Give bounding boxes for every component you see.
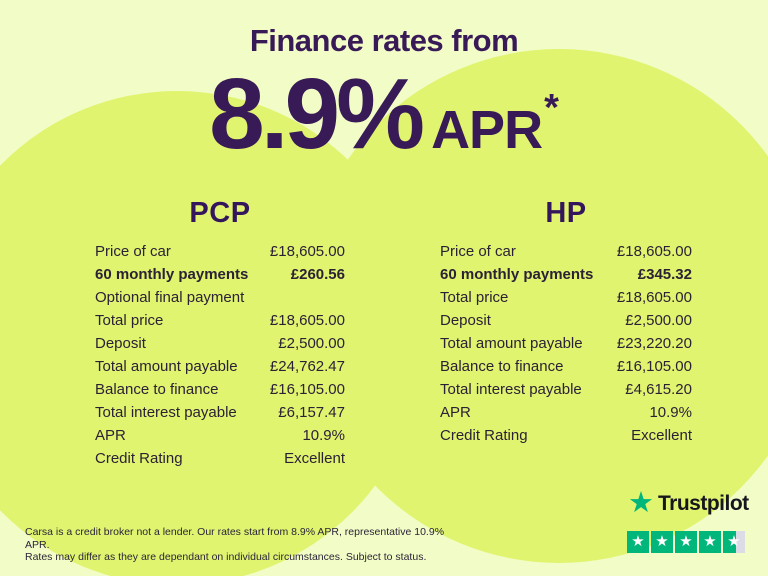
row-label: 60 monthly payments bbox=[95, 266, 249, 283]
hp-table-title: HP bbox=[545, 197, 587, 229]
table-row bbox=[95, 378, 345, 401]
trustpilot-rating-star bbox=[699, 531, 721, 553]
apr-rate-value: 8.9% bbox=[209, 58, 422, 170]
disclaimer-line-2: Rates may differ as they are dependant on individual circumstances. Subject to status. bbox=[25, 551, 427, 563]
star-glyph-icon: ★ bbox=[727, 533, 741, 550]
table-row bbox=[440, 332, 692, 355]
table-row bbox=[95, 447, 345, 470]
row-value: £16,105.00 bbox=[269, 381, 345, 398]
pcp-finance-table bbox=[95, 198, 345, 470]
star-glyph-icon: ★ bbox=[631, 533, 645, 550]
row-label: Total interest payable bbox=[440, 381, 582, 398]
trustpilot-star-icon: ★ bbox=[628, 487, 654, 519]
row-value: £4,615.20 bbox=[625, 381, 692, 398]
star-glyph-icon: ★ bbox=[703, 533, 717, 550]
trustpilot-rating-star bbox=[723, 531, 745, 553]
trustpilot-logo bbox=[628, 489, 749, 518]
row-value: £6,157.47 bbox=[278, 404, 345, 421]
row-label: Total amount payable bbox=[440, 335, 583, 352]
row-label: Credit Rating bbox=[440, 427, 528, 444]
row-label: Balance to finance bbox=[440, 358, 564, 375]
table-row bbox=[440, 355, 692, 378]
row-label: APR bbox=[95, 427, 126, 444]
trustpilot-rating-star bbox=[675, 531, 697, 553]
row-label: Total price bbox=[440, 289, 509, 306]
row-value: Excellent bbox=[284, 450, 345, 467]
table-row bbox=[95, 401, 345, 424]
table-row bbox=[440, 424, 692, 447]
table-row bbox=[95, 286, 345, 309]
row-value: Excellent bbox=[631, 427, 692, 444]
apr-footnote-asterisk: * bbox=[544, 87, 559, 129]
table-row bbox=[95, 309, 345, 332]
row-label: Total price bbox=[95, 312, 164, 329]
trustpilot-rating-star bbox=[651, 531, 673, 553]
row-value: £2,500.00 bbox=[278, 335, 345, 352]
trustpilot-stars bbox=[627, 531, 745, 553]
legal-disclaimer bbox=[25, 526, 455, 564]
table-row bbox=[440, 401, 692, 424]
apr-rate-unit: APR bbox=[431, 100, 543, 160]
row-value: £24,762.47 bbox=[269, 358, 345, 375]
star-glyph-icon: ★ bbox=[679, 533, 693, 550]
trustpilot-rating-star bbox=[627, 531, 649, 553]
row-label: Deposit bbox=[95, 335, 146, 352]
pcp-table-title: PCP bbox=[189, 197, 251, 229]
table-row bbox=[95, 240, 345, 263]
row-value: £23,220.20 bbox=[616, 335, 692, 352]
disclaimer-line-1: Carsa is a credit broker not a lender. Our rates start from 8.9% APR, representative 10.9% APR. bbox=[25, 526, 445, 551]
row-label: Total interest payable bbox=[95, 404, 237, 421]
hp-table-rows bbox=[440, 240, 692, 447]
row-label: Total amount payable bbox=[95, 358, 238, 375]
apr-rate-banner bbox=[0, 58, 768, 170]
row-label: Balance to finance bbox=[95, 381, 219, 398]
row-label: Deposit bbox=[440, 312, 491, 329]
row-value: £18,605.00 bbox=[616, 289, 692, 306]
row-value: £16,105.00 bbox=[616, 358, 692, 375]
row-value: £2,500.00 bbox=[625, 312, 692, 329]
row-label: Price of car bbox=[95, 243, 171, 260]
row-value: £345.32 bbox=[637, 266, 692, 283]
row-label: APR bbox=[440, 404, 471, 421]
table-row bbox=[95, 355, 345, 378]
row-value: 10.9% bbox=[302, 427, 345, 444]
star-glyph-icon: ★ bbox=[655, 533, 669, 550]
trustpilot-brand-name: Trustpilot bbox=[658, 491, 749, 515]
row-value: £18,605.00 bbox=[269, 243, 345, 260]
table-row bbox=[440, 286, 692, 309]
table-row bbox=[95, 424, 345, 447]
table-row bbox=[440, 263, 692, 286]
page-title: Finance rates from bbox=[249, 23, 519, 58]
row-value: £18,605.00 bbox=[616, 243, 692, 260]
table-row bbox=[440, 309, 692, 332]
row-value: 10.9% bbox=[649, 404, 692, 421]
table-row bbox=[440, 240, 692, 263]
table-row bbox=[95, 332, 345, 355]
row-label: 60 monthly payments bbox=[440, 266, 594, 283]
row-label: Optional final payment bbox=[95, 289, 245, 306]
table-row bbox=[440, 378, 692, 401]
hp-finance-table bbox=[440, 198, 692, 447]
row-value: £260.56 bbox=[290, 266, 345, 283]
row-label: Credit Rating bbox=[95, 450, 183, 467]
row-value: £18,605.00 bbox=[269, 312, 345, 329]
table-row bbox=[95, 263, 345, 286]
row-label: Price of car bbox=[440, 243, 516, 260]
pcp-table-rows bbox=[95, 240, 345, 470]
